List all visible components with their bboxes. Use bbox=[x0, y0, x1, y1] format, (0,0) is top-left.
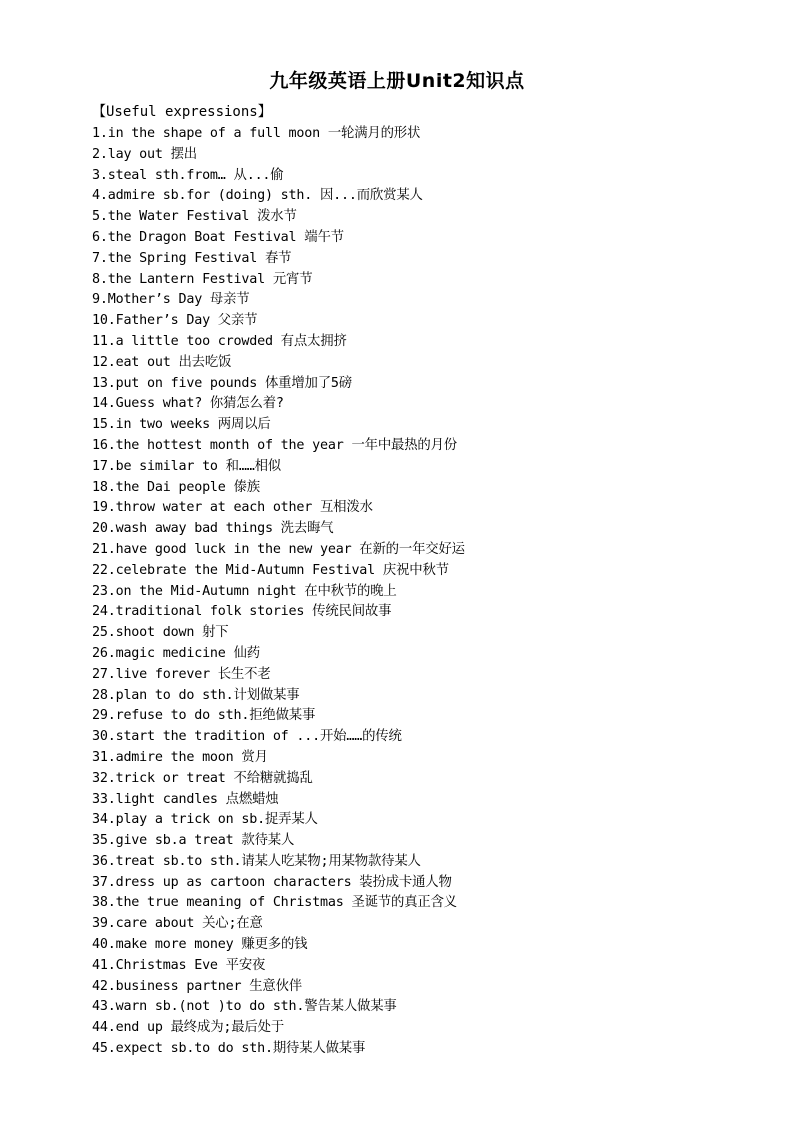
list-item: 28.plan to do sth.计划做某事 bbox=[92, 687, 300, 703]
list-item: 2.lay out 摆出 bbox=[92, 146, 197, 162]
list-item: 41.Christmas Eve 平安夜 bbox=[92, 957, 266, 973]
list-item: 15.in two weeks 两周以后 bbox=[92, 417, 271, 433]
list-item: 37.dress up as cartoon characters 装扮成卡通人物 bbox=[92, 874, 452, 890]
list-item: 1.in the shape of a full moon 一轮满月的形状 bbox=[92, 126, 421, 141]
list-item: 16.the hottest month of the year 一年中最热的月份 bbox=[92, 437, 457, 453]
list-item: 18.the Dai people 傣族 bbox=[92, 479, 260, 495]
list-item: 7.the Spring Festival 春节 bbox=[92, 250, 292, 266]
list-item: 32.trick or treat 不给糖就捣乱 bbox=[92, 770, 313, 786]
list-item: 23.on the Mid-Autumn night 在中秋节的晚上 bbox=[92, 583, 397, 599]
list-item: 40.make more money 赚更多的钱 bbox=[92, 937, 308, 953]
list-item: 33.light candles 点燃蜡烛 bbox=[92, 791, 279, 807]
list-item: 17.be similar to 和……相似 bbox=[92, 458, 281, 474]
list-item: 5.the Water Festival 泼水节 bbox=[92, 209, 297, 225]
list-item: 14.Guess what? 你猜怎么着? bbox=[92, 396, 284, 412]
list-item: 9.Mother’s Day 母亲节 bbox=[92, 292, 250, 308]
document-title: 九年级英语上册Unit2知识点 bbox=[269, 70, 525, 92]
list-item: 19.throw water at each other 互相泼水 bbox=[92, 500, 373, 516]
list-item: 34.play a trick on sb.捉弄某人 bbox=[92, 812, 318, 828]
list-item: 8.the Lantern Festival 元宵节 bbox=[92, 271, 313, 287]
list-item: 25.shoot down 射下 bbox=[92, 625, 229, 641]
list-item: 36.treat sb.to sth.请某人吃某物;用某物款待某人 bbox=[92, 853, 421, 869]
list-item: 39.care about 关心;在意 bbox=[92, 916, 263, 932]
list-item: 45.expect sb.to do sth.期待某人做某事 bbox=[92, 1041, 366, 1057]
list-item: 12.eat out 出去吃饭 bbox=[92, 354, 232, 370]
list-item: 26.magic medicine 仙药 bbox=[92, 645, 260, 661]
list-item: 13.put on five pounds 体重增加了5磅 bbox=[92, 375, 352, 391]
list-item: 30.start the tradition of ...开始……的传统 bbox=[92, 729, 402, 745]
list-item: 35.give sb.a treat 款待某人 bbox=[92, 833, 295, 849]
list-item: 42.business partner 生意伙伴 bbox=[92, 978, 302, 994]
list-item: 44.end up 最终成为;最后处于 bbox=[92, 1020, 285, 1036]
section-heading: 【Useful expressions】 bbox=[92, 104, 272, 120]
expressions-list bbox=[92, 124, 732, 1060]
list-item: 22.celebrate the Mid-Autumn Festival 庆祝中秋节 bbox=[92, 562, 449, 578]
list-item: 10.Father’s Day 父亲节 bbox=[92, 313, 258, 329]
list-item: 27.live forever 长生不老 bbox=[92, 666, 271, 682]
list-item: 38.the true meaning of Christmas 圣诞节的真正含义 bbox=[92, 895, 457, 911]
list-item: 4.admire sb.for (doing) sth. 因...而欣赏某人 bbox=[92, 188, 423, 204]
list-item: 3.steal sth.from… 从...偷 bbox=[92, 167, 284, 183]
list-item: 31.admire the moon 赏月 bbox=[92, 749, 268, 765]
list-item: 43.warn sb.(not )to do sth.警告某人做某事 bbox=[92, 999, 397, 1015]
list-item: 11.a little too crowded 有点太拥挤 bbox=[92, 333, 347, 349]
list-item: 6.the Dragon Boat Festival 端午节 bbox=[92, 229, 344, 245]
list-item: 29.refuse to do sth.拒绝做某事 bbox=[92, 708, 316, 724]
list-item: 24.traditional folk stories 传统民间故事 bbox=[92, 604, 392, 620]
list-item: 21.have good luck in the new year 在新的一年交好运 bbox=[92, 541, 465, 557]
list-item: 20.wash away bad things 洗去晦气 bbox=[92, 521, 334, 537]
